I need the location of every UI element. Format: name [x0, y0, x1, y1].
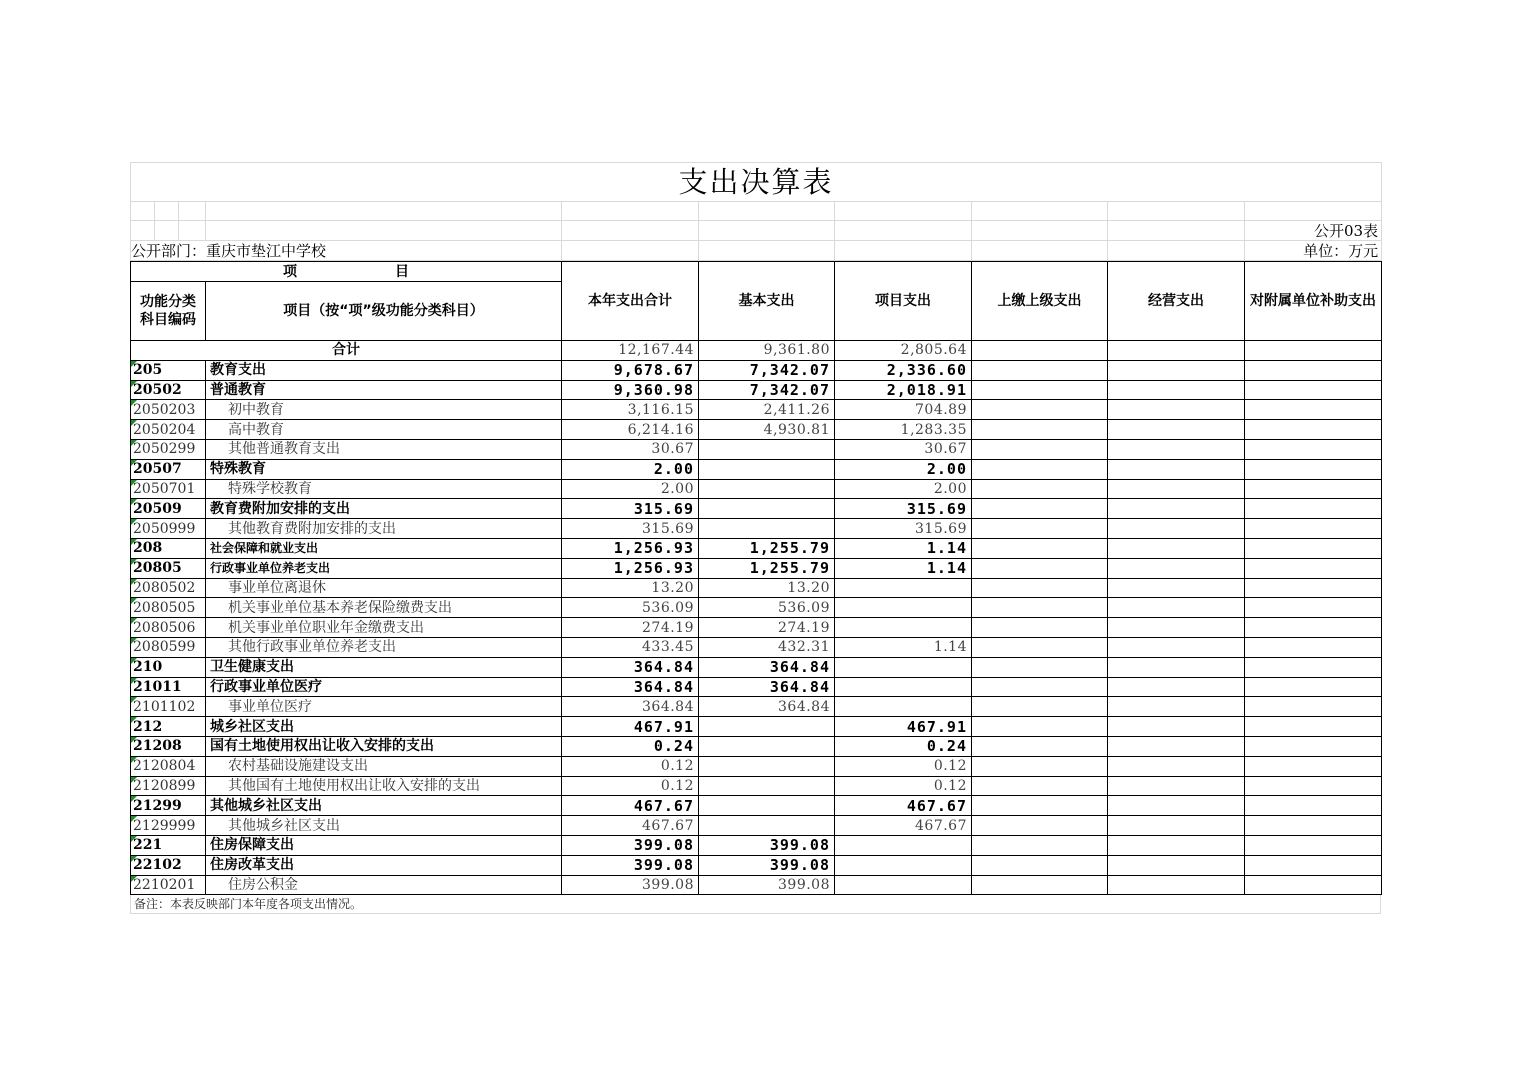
row-total: 364.84 [562, 677, 699, 697]
row-empty-cell [1245, 855, 1382, 875]
row-name: 其他城乡社区支出 [206, 816, 562, 836]
department-label: 公开部门：重庆市垫江中学校 [131, 241, 562, 261]
row-basic: 536.09 [699, 598, 835, 618]
row-empty-cell [972, 578, 1108, 598]
row-empty-cell [972, 499, 1108, 519]
row-project: 2,336.60 [835, 360, 972, 380]
table-row [131, 618, 1382, 638]
row-basic [699, 519, 835, 539]
row-empty-cell [1245, 637, 1382, 657]
row-empty-cell [1245, 538, 1382, 558]
row-code: 210 [131, 657, 206, 677]
row-project [835, 598, 972, 618]
row-empty-cell [972, 756, 1108, 776]
row-code: 2120899 [131, 776, 206, 796]
row-code: 2101102 [131, 697, 206, 717]
row-project: 30.67 [835, 439, 972, 459]
total-label: 合计 [131, 341, 562, 361]
row-project: 467.91 [835, 717, 972, 737]
page-title: 支出决算表 [131, 163, 1382, 202]
row-basic [699, 776, 835, 796]
row-total: 1,256.93 [562, 558, 699, 578]
row-empty-cell [1245, 717, 1382, 737]
row-name: 特殊教育 [206, 459, 562, 479]
row-basic [699, 816, 835, 836]
row-empty-cell [1245, 598, 1382, 618]
row-code: 2050999 [131, 519, 206, 539]
row-empty-cell [972, 697, 1108, 717]
total-row [131, 341, 1382, 361]
row-code: 212 [131, 717, 206, 737]
row-project: 1.14 [835, 637, 972, 657]
row-empty-cell [1108, 499, 1245, 519]
row-name: 其他行政事业单位养老支出 [206, 637, 562, 657]
row-code: 21299 [131, 796, 206, 816]
row-code: 2080505 [131, 598, 206, 618]
row-code: 21208 [131, 736, 206, 756]
unit-label: 单位：万元 [1245, 241, 1382, 261]
row-project: 1,283.35 [835, 420, 972, 440]
row-name: 社会保障和就业支出 [206, 538, 562, 558]
row-name: 普通教育 [206, 380, 562, 400]
row-empty-cell [1108, 578, 1245, 598]
row-empty-cell [1108, 855, 1245, 875]
row-empty-cell [1245, 360, 1382, 380]
row-empty-cell [1245, 519, 1382, 539]
table-row [131, 796, 1382, 816]
row-empty-cell [972, 618, 1108, 638]
form-number: 公开03表 [1245, 221, 1382, 241]
table-row [131, 697, 1382, 717]
row-project [835, 855, 972, 875]
row-empty-cell [972, 677, 1108, 697]
row-empty-cell [972, 538, 1108, 558]
row-empty-cell [1245, 875, 1382, 895]
row-code: 20509 [131, 499, 206, 519]
row-total: 433.45 [562, 637, 699, 657]
row-basic [699, 796, 835, 816]
row-basic: 399.08 [699, 875, 835, 895]
sheet-header-grid [130, 162, 1382, 261]
row-empty-cell [1245, 816, 1382, 836]
row-project: 315.69 [835, 499, 972, 519]
row-name: 国有土地使用权出让收入安排的支出 [206, 736, 562, 756]
table-row [131, 835, 1382, 855]
table-row [131, 420, 1382, 440]
row-empty-cell [1108, 618, 1245, 638]
row-total: 30.67 [562, 439, 699, 459]
row-empty-cell [972, 360, 1108, 380]
row-code: 2050299 [131, 439, 206, 459]
row-name: 初中教育 [206, 400, 562, 420]
row-empty-cell [1245, 736, 1382, 756]
row-total: 2.00 [562, 459, 699, 479]
row-name: 其他城乡社区支出 [206, 796, 562, 816]
row-basic: 7,342.07 [699, 360, 835, 380]
row-project: 0.24 [835, 736, 972, 756]
row-empty-cell [1108, 835, 1245, 855]
table-row [131, 479, 1382, 499]
row-empty-cell [972, 875, 1108, 895]
row-total: 1,256.93 [562, 538, 699, 558]
table-row [131, 538, 1382, 558]
table-row [131, 677, 1382, 697]
row-total: 2.00 [562, 479, 699, 499]
row-project: 704.89 [835, 400, 972, 420]
row-basic [699, 736, 835, 756]
row-total: 9,360.98 [562, 380, 699, 400]
row-project [835, 578, 972, 598]
row-code: 221 [131, 835, 206, 855]
header-project: 项目支出 [835, 262, 972, 341]
expenditure-table [130, 261, 1382, 895]
row-total: 467.67 [562, 796, 699, 816]
row-code: 2050204 [131, 420, 206, 440]
row-name: 机关事业单位基本养老保险缴费支出 [206, 598, 562, 618]
table-row [131, 875, 1382, 895]
row-total: 315.69 [562, 519, 699, 539]
row-empty-cell [972, 816, 1108, 836]
header-basic: 基本支出 [699, 262, 835, 341]
row-name: 城乡社区支出 [206, 717, 562, 737]
row-empty-cell [1245, 578, 1382, 598]
row-total: 399.08 [562, 835, 699, 855]
row-empty-cell [972, 400, 1108, 420]
row-name: 事业单位离退休 [206, 578, 562, 598]
row-basic: 1,255.79 [699, 538, 835, 558]
data-rows [131, 360, 1382, 895]
row-name: 其他普通教育支出 [206, 439, 562, 459]
note-table [130, 895, 1381, 914]
row-code: 2120804 [131, 756, 206, 776]
row-empty-cell [972, 657, 1108, 677]
row-basic: 7,342.07 [699, 380, 835, 400]
row-code: 2080502 [131, 578, 206, 598]
row-total: 467.91 [562, 717, 699, 737]
row-code: 2050701 [131, 479, 206, 499]
row-code: 20507 [131, 459, 206, 479]
row-empty-cell [1108, 360, 1245, 380]
row-empty-cell [1245, 558, 1382, 578]
row-empty-cell [1108, 796, 1245, 816]
row-empty-cell [1108, 380, 1245, 400]
row-basic: 364.84 [699, 657, 835, 677]
row-empty-cell [1108, 420, 1245, 440]
header-code: 功能分类科目编码 [131, 282, 206, 341]
row-empty-cell [972, 855, 1108, 875]
row-total: 0.24 [562, 736, 699, 756]
footnote: 备注：本表反映部门本年度各项支出情况。 [131, 895, 1381, 914]
row-project [835, 697, 972, 717]
row-basic: 4,930.81 [699, 420, 835, 440]
row-basic: 432.31 [699, 637, 835, 657]
row-empty-cell [972, 459, 1108, 479]
row-empty-cell [1108, 697, 1245, 717]
row-project [835, 835, 972, 855]
row-code: 2050203 [131, 400, 206, 420]
row-empty-cell [1108, 558, 1245, 578]
row-project [835, 657, 972, 677]
row-empty-cell [1108, 637, 1245, 657]
row-empty-cell [972, 796, 1108, 816]
row-code: 2129999 [131, 816, 206, 836]
row-empty-cell [1245, 657, 1382, 677]
row-name: 教育支出 [206, 360, 562, 380]
row-total: 274.19 [562, 618, 699, 638]
table-row [131, 578, 1382, 598]
row-empty-cell [972, 717, 1108, 737]
row-empty-cell [1245, 776, 1382, 796]
row-basic: 13.20 [699, 578, 835, 598]
row-basic [699, 499, 835, 519]
row-empty-cell [1245, 400, 1382, 420]
row-empty-cell [1108, 717, 1245, 737]
row-code: 20805 [131, 558, 206, 578]
table-row [131, 717, 1382, 737]
row-total: 399.08 [562, 875, 699, 895]
total-basic: 9,361.80 [699, 341, 835, 361]
table-row [131, 380, 1382, 400]
row-project: 467.67 [835, 816, 972, 836]
row-total: 9,678.67 [562, 360, 699, 380]
total-amount: 12,167.44 [562, 341, 699, 361]
table-row [131, 598, 1382, 618]
header-business: 经营支出 [1108, 262, 1245, 341]
row-name: 事业单位医疗 [206, 697, 562, 717]
row-empty-cell [972, 380, 1108, 400]
row-project: 467.67 [835, 796, 972, 816]
header-name: 项目（按“项”级功能分类科目） [206, 282, 562, 341]
row-empty-cell [1245, 756, 1382, 776]
table-row [131, 439, 1382, 459]
row-basic: 364.84 [699, 697, 835, 717]
row-empty-cell [1108, 657, 1245, 677]
row-basic [699, 756, 835, 776]
row-name: 高中教育 [206, 420, 562, 440]
row-empty-cell [1108, 875, 1245, 895]
row-basic: 2,411.26 [699, 400, 835, 420]
row-empty-cell [1108, 677, 1245, 697]
row-empty-cell [1108, 459, 1245, 479]
expenditure-sheet [130, 162, 1381, 912]
row-basic [699, 439, 835, 459]
row-empty-cell [1108, 538, 1245, 558]
table-row [131, 519, 1382, 539]
row-code: 205 [131, 360, 206, 380]
row-total: 315.69 [562, 499, 699, 519]
row-project: 1.14 [835, 538, 972, 558]
row-total: 6,214.16 [562, 420, 699, 440]
row-basic: 364.84 [699, 677, 835, 697]
row-basic: 399.08 [699, 835, 835, 855]
row-code: 2210201 [131, 875, 206, 895]
table-row [131, 499, 1382, 519]
row-name: 其他国有土地使用权出让收入安排的支出 [206, 776, 562, 796]
row-empty-cell [1245, 479, 1382, 499]
row-project: 2.00 [835, 459, 972, 479]
row-basic: 274.19 [699, 618, 835, 638]
row-empty-cell [1245, 835, 1382, 855]
row-name: 农村基础设施建设支出 [206, 756, 562, 776]
row-total: 13.20 [562, 578, 699, 598]
row-name: 住房保障支出 [206, 835, 562, 855]
row-total: 399.08 [562, 855, 699, 875]
row-empty-cell [972, 776, 1108, 796]
row-name: 特殊学校教育 [206, 479, 562, 499]
row-project: 1.14 [835, 558, 972, 578]
row-total: 3,116.15 [562, 400, 699, 420]
table-row [131, 736, 1382, 756]
row-empty-cell [972, 420, 1108, 440]
row-empty-cell [1108, 776, 1245, 796]
row-project: 0.12 [835, 776, 972, 796]
row-project: 0.12 [835, 756, 972, 776]
row-empty-cell [972, 598, 1108, 618]
row-empty-cell [1245, 420, 1382, 440]
row-project: 315.69 [835, 519, 972, 539]
total-project: 2,805.64 [835, 341, 972, 361]
row-name: 教育费附加安排的支出 [206, 499, 562, 519]
row-empty-cell [1108, 519, 1245, 539]
row-empty-cell [1245, 697, 1382, 717]
header-upper: 上缴上级支出 [972, 262, 1108, 341]
row-empty-cell [1108, 479, 1245, 499]
row-empty-cell [972, 479, 1108, 499]
table-row [131, 776, 1382, 796]
header-total: 本年支出合计 [562, 262, 699, 341]
table-row [131, 855, 1382, 875]
row-empty-cell [972, 519, 1108, 539]
row-total: 467.67 [562, 816, 699, 836]
row-empty-cell [1108, 439, 1245, 459]
row-name: 其他教育费附加安排的支出 [206, 519, 562, 539]
row-empty-cell [972, 736, 1108, 756]
row-empty-cell [1108, 756, 1245, 776]
row-basic [699, 459, 835, 479]
row-empty-cell [1108, 816, 1245, 836]
row-project [835, 875, 972, 895]
row-name: 行政事业单位养老支出 [206, 558, 562, 578]
row-code: 208 [131, 538, 206, 558]
row-project [835, 618, 972, 638]
table-row [131, 400, 1382, 420]
row-empty-cell [1108, 400, 1245, 420]
row-empty-cell [1108, 736, 1245, 756]
row-code: 20502 [131, 380, 206, 400]
row-code: 2080599 [131, 637, 206, 657]
row-empty-cell [1245, 499, 1382, 519]
row-name: 机关事业单位职业年金缴费支出 [206, 618, 562, 638]
row-total: 536.09 [562, 598, 699, 618]
table-row [131, 756, 1382, 776]
row-empty-cell [1245, 677, 1382, 697]
table-row [131, 657, 1382, 677]
row-project: 2.00 [835, 479, 972, 499]
row-basic [699, 479, 835, 499]
row-empty-cell [972, 439, 1108, 459]
row-basic: 399.08 [699, 855, 835, 875]
row-basic [699, 717, 835, 737]
row-total: 0.12 [562, 776, 699, 796]
row-empty-cell [972, 835, 1108, 855]
row-project: 2,018.91 [835, 380, 972, 400]
row-name: 卫生健康支出 [206, 657, 562, 677]
row-code: 21011 [131, 677, 206, 697]
row-empty-cell [1245, 439, 1382, 459]
row-total: 364.84 [562, 657, 699, 677]
header-subsidy: 对附属单位补助支出 [1245, 262, 1382, 341]
row-empty-cell [1245, 459, 1382, 479]
row-empty-cell [972, 558, 1108, 578]
row-basic: 1,255.79 [699, 558, 835, 578]
table-row [131, 459, 1382, 479]
row-empty-cell [1108, 598, 1245, 618]
row-code: 2080506 [131, 618, 206, 638]
row-empty-cell [1245, 380, 1382, 400]
header-item-group: 项 目 [131, 262, 562, 282]
row-total: 0.12 [562, 756, 699, 776]
row-name: 住房公积金 [206, 875, 562, 895]
table-row [131, 637, 1382, 657]
row-name: 住房改革支出 [206, 855, 562, 875]
row-empty-cell [1245, 796, 1382, 816]
row-empty-cell [972, 637, 1108, 657]
row-empty-cell [1245, 618, 1382, 638]
table-row [131, 360, 1382, 380]
table-row [131, 816, 1382, 836]
row-code: 22102 [131, 855, 206, 875]
row-total: 364.84 [562, 697, 699, 717]
row-project [835, 677, 972, 697]
row-name: 行政事业单位医疗 [206, 677, 562, 697]
table-row [131, 558, 1382, 578]
